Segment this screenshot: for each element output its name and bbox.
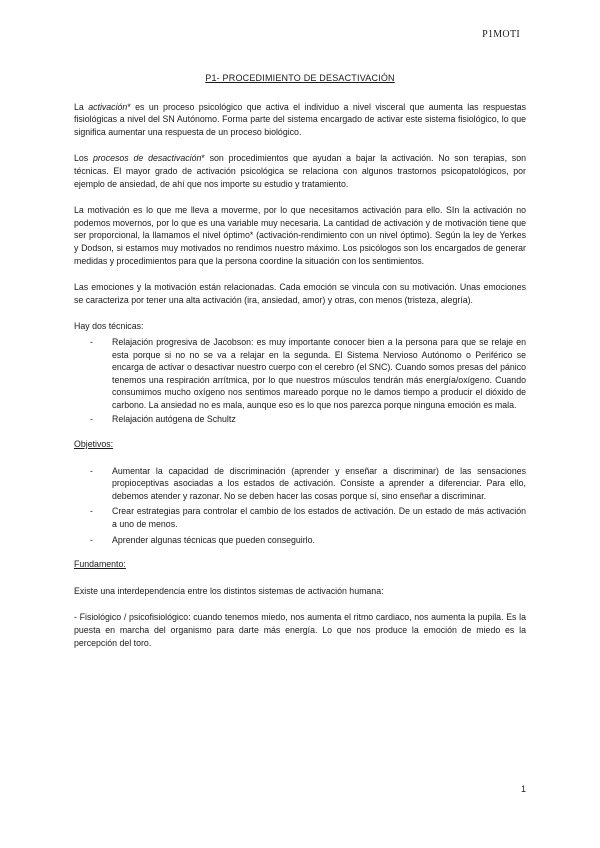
paragraph-emociones: Las emociones y la motivación están relacionadas. Cada emoción se vincula con su motivación. Unas emociones se caracteriza por tener una alta activación (ira, ansiedad, amor) y otras, con menos (tristeza, alegría). [74,282,526,305]
list-item [74,505,526,530]
fundamento-item-fisiologico: - Fisiológico / psicofisiológico: cuando tenemos miedo, nos aumenta el ritmo cardiaco, nos aumenta la pupila. Es la puesta en marcha del organismo para darte más energía. Lo que nos produce la emoción de miedo es la percepción del toro. [74,612,526,648]
list-item-text: Aprender algunas técnicas que pueden conseguirlo. [112,534,315,545]
document-body [74,72,526,663]
term-activacion: activación [88,101,128,112]
techniques-intro: Hay dos técnicas: [74,321,144,332]
fundamento-heading: Fundamento: [74,559,126,570]
paragraph-text: * es un proceso psicológico que activa el individuo a nivel visceral que aumenta las respuestas fisiológicas a nivel del SN Autónomo. Forma parte del sistema encargado de activar este sistema fisiológico, lo que significa aumentar una respuesta de un proceso biológico. [74,101,526,137]
paragraph-text: * son procedimientos que ayudan a bajar la activación. No son terapias, son técnicas. El mayor grado de activación psicológica se relaciona con algunos trastornos psicopatológicos, por ejemplo de ansiedad, de ahí que nos importe su estudio y tratamiento. [74,153,526,189]
list-item [74,534,526,547]
list-item-text: Relajación autógena de Schultz [112,414,236,425]
paragraph-activacion [74,101,526,139]
list-bullet: - [90,414,93,425]
paragraph-lead: Los [74,153,93,164]
list-item [74,413,526,426]
list-item [74,336,526,412]
paragraph-motivacion: La motivación es lo que me lleva a moverme, por lo que necesitamos activación para ello. SIn la activación no podemos movernos, por lo que es una variable muy necesaria. La cantidad de activación y de motivación tiene que ser proporcional, la llamamos el nivel óptimo* (activación-rendimiento con un nivel óptimo). Según la ley de Yerkes y Dodson, si estamos muy motivados no rendimos nuestro máximo. Los psicólogos son los encargados de generar medidas y procedimientos para que la persona coordine la situación con los sentimientos. [74,205,526,266]
term-procesos-desactivacion: procesos de desactivación [92,153,202,164]
page-number: 1 [520,784,526,794]
objectives-heading: Objetivos: [74,439,114,450]
fundamento-intro: Existe una interdependencia entre los distintos sistemas de activación humana: [74,585,384,596]
objectives-list [74,465,526,547]
techniques-list [74,336,526,426]
paragraph-lead: La [74,101,89,112]
document-title: P1- PROCEDIMIENTO DE DESACTIVACIÓN [205,73,395,83]
list-item-text: Relajación progresiva de Jacobson: es muy importante conocer bien a la persona para que se relaje en esta porque si no no se va a relajar en la segunda. El Sistema Nervioso Autónomo o Periférico se encarga de activar o desactivar nuestro cuerpo con el cerebro (el SNC). Cuando somos presas del pánico tenemos una respiración arrítmica, por lo que nuestros músculos tendrán más energía/oxígeno. Cuando consumimos mucho oxígeno nos sentimos mareado porque no le damos tiempo a producir el dióxido de carbono. La ansiedad no es mala, aunque eso es lo que nos parezca porque ninguna emoción es mala. [112,336,526,410]
list-bullet: - [90,336,93,347]
list-item-text: Aumentar la capacidad de discriminación (aprender y enseñar a discriminar) de las sensaciones propioceptivas asociadas a los estados de activación. Consiste a aprender a diferenciar. Para ello, debemos atender y razonar. No se deben hacer las cosas porque sí, sino enseñar a discriminar. [112,465,526,501]
list-item-text: Crear estrategias para controlar el cambio de los estados de activación. De un estado de más activación a uno de menos. [112,506,526,530]
list-bullet: - [90,534,93,545]
list-bullet: - [90,506,93,517]
paragraph-desactivacion [74,152,526,190]
list-item [74,465,526,503]
header-code: P1MOTI [482,29,520,40]
list-bullet: - [90,465,93,476]
